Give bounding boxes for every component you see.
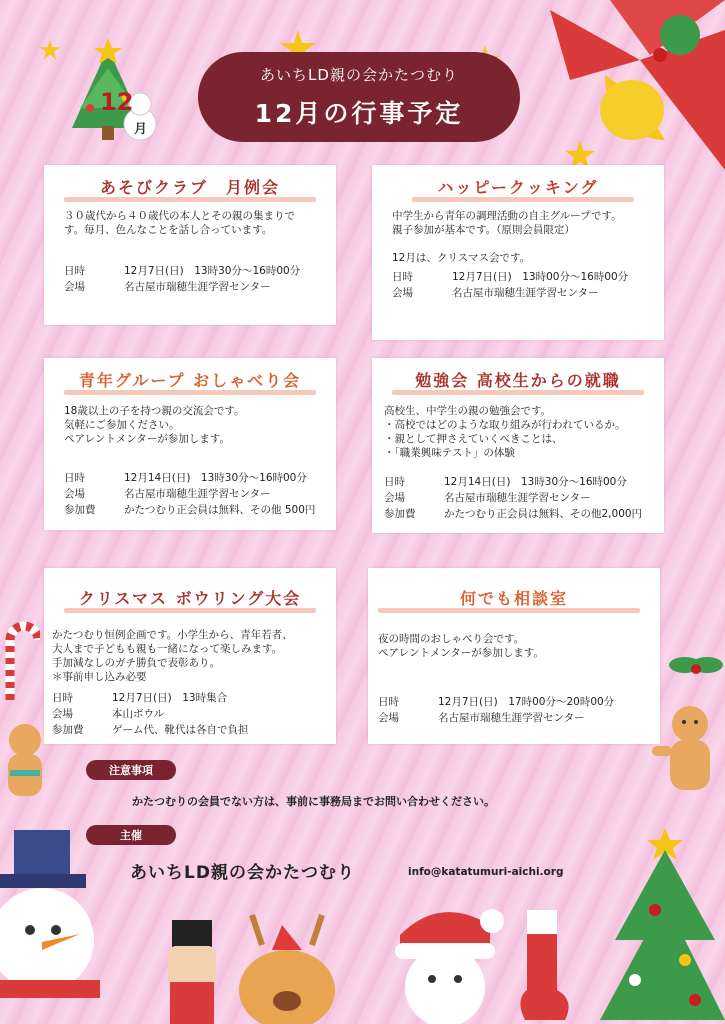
detail-value: 名古屋市瑞穂生涯学習センター [124, 488, 271, 500]
tree-number: 12 [100, 88, 134, 116]
event-card-study-session [372, 358, 664, 533]
event-title: 何でも相談室 [459, 589, 568, 608]
sponsor-name: あいちLD親の会かたつむり [130, 863, 355, 883]
event-title: あそびクラブ 月例会 [99, 178, 280, 197]
event-details [52, 690, 249, 738]
snowman-icon [0, 830, 100, 1024]
event-card-happy-cooking [372, 165, 664, 340]
reindeer-icon [232, 905, 342, 1024]
detail-row-date [64, 470, 315, 486]
title-underline [64, 197, 316, 202]
detail-key: 会場 [392, 287, 413, 299]
title-underline [412, 197, 634, 202]
detail-key: 参加費 [384, 508, 416, 520]
star-icon [40, 40, 60, 60]
gingerbread-icon [0, 720, 60, 810]
event-title: 勉強会 高校生からの就職 [415, 371, 621, 390]
event-card-asobi-club [44, 165, 336, 325]
detail-row-date [64, 263, 300, 279]
event-description: ３０歳代から４０歳代の本人とその親の集まりで す。毎月、色んなことを話し合っています。 [64, 210, 295, 236]
detail-key: 参加費 [64, 504, 96, 516]
detail-row-date [384, 474, 642, 490]
title-underline [64, 608, 316, 613]
event-details [378, 694, 614, 726]
detail-key: 参加費 [52, 724, 84, 736]
event-description: 中学生から青年の調理活動の自主グループです。 親子参加が基本です。（原則会員限定） 12月は、クリスマス会です。 [392, 210, 622, 264]
candy-cane-icon [0, 610, 40, 700]
sponsor-label: 主催 [86, 825, 176, 845]
detail-key: 日時 [378, 696, 399, 708]
detail-value: かたつむり正会員は無料、その他2,000円 [444, 508, 643, 520]
detail-row-date [378, 694, 614, 710]
detail-row-fee [384, 506, 642, 522]
detail-key: 会場 [64, 281, 85, 293]
detail-value: かたつむり正会員は無料、その他 500円 [124, 504, 316, 516]
gingerbread-icon [648, 700, 725, 810]
event-details [392, 269, 628, 301]
event-details [64, 470, 315, 518]
detail-value: 12月7日(日) 13時30分～16時00分 [124, 265, 301, 277]
detail-value: 12月7日(日) 13時00分～16時00分 [452, 271, 629, 283]
event-card-consultation [368, 568, 660, 744]
detail-key: 会場 [384, 492, 405, 504]
event-details [384, 474, 642, 522]
contact-email: info@katatumuri-aichi.org [408, 866, 564, 878]
detail-key: 会場 [52, 708, 73, 720]
event-card-youth-group [44, 358, 336, 530]
ribbon-bell-icon [490, 0, 725, 180]
detail-row-date [52, 690, 249, 706]
detail-row-date [392, 269, 628, 285]
page-title: 12月の行事予定 [254, 99, 464, 128]
event-description: 夜の時間のおしゃべり会です。 ペアレントメンターが参加します。 [378, 633, 544, 659]
header-org-name: あいちLD親の会かたつむり [260, 66, 458, 84]
detail-key: 日時 [64, 265, 85, 277]
event-card-bowling [44, 568, 336, 744]
detail-value: 名古屋市瑞穂生涯学習センター [438, 712, 585, 724]
detail-row-fee [64, 502, 315, 518]
event-description: かたつむり恒例企画です。小学生から、青年若者、 大人まで子どもも親も一緒になって楽しみます。 手加減なしのガチ勝負で表彰あり。 ＊事前申し込み必要 [52, 629, 293, 683]
detail-key: 日時 [64, 472, 85, 484]
detail-value: 名古屋市瑞穂生涯学習センター [124, 281, 271, 293]
stocking-icon [505, 900, 585, 1024]
detail-row-venue [392, 285, 628, 301]
detail-key: 日時 [52, 692, 73, 704]
detail-row-venue [384, 490, 642, 506]
event-title: クリスマス ボウリング大会 [78, 589, 302, 608]
detail-row-venue [64, 486, 315, 502]
header-banner [198, 52, 520, 142]
title-underline [378, 608, 640, 613]
nutcracker-icon [158, 920, 228, 1024]
detail-value: 本山ボウル [112, 708, 165, 720]
event-title: ハッピークッキング [437, 178, 599, 197]
snowman-label: 月 [134, 122, 148, 137]
detail-key: 会場 [378, 712, 399, 724]
detail-key: 日時 [392, 271, 413, 283]
santa-icon [380, 895, 510, 1024]
event-description: 18歳以上の子を持つ親の交流会です。 気軽にご参加ください。 ペアレントメンターが参加します。 [64, 405, 245, 445]
detail-value: 名古屋市瑞穂生涯学習センター [444, 492, 591, 504]
detail-row-venue [378, 710, 614, 726]
detail-value: 12月7日(日) 13時集合 [112, 692, 228, 704]
detail-row-venue [52, 706, 249, 722]
detail-row-fee [52, 722, 249, 738]
detail-value: ゲーム代、靴代は各自で負担 [112, 724, 249, 736]
notice-text: かたつむりの会員でない方は、事前に事務局までお問い合わせください。 [132, 795, 495, 808]
detail-value: 12月14日(日) 13時30分～16時00分 [124, 472, 307, 484]
detail-row-venue [64, 279, 300, 295]
notice-label: 注意事項 [86, 760, 176, 780]
detail-value: 12月7日(日) 17時00分～20時00分 [438, 696, 615, 708]
detail-key: 日時 [384, 476, 405, 488]
event-description: 高校生、中学生の親の勉強会です。 ・高校ではどのような取り組みが行われているか。 ・親として押さえていくべきことは、 ・「職業興味テスト」の体験 [384, 405, 626, 459]
detail-value: 12月14日(日) 13時30分～16時00分 [444, 476, 627, 488]
event-title: 青年グループ おしゃべり会 [78, 371, 302, 390]
detail-key: 会場 [64, 488, 85, 500]
holly-icon [665, 645, 725, 685]
event-details [64, 263, 300, 295]
detail-value: 名古屋市瑞穂生涯学習センター [452, 287, 599, 299]
title-underline [64, 390, 316, 395]
christmas-tree-icon [595, 810, 725, 1024]
title-underline [392, 390, 644, 395]
